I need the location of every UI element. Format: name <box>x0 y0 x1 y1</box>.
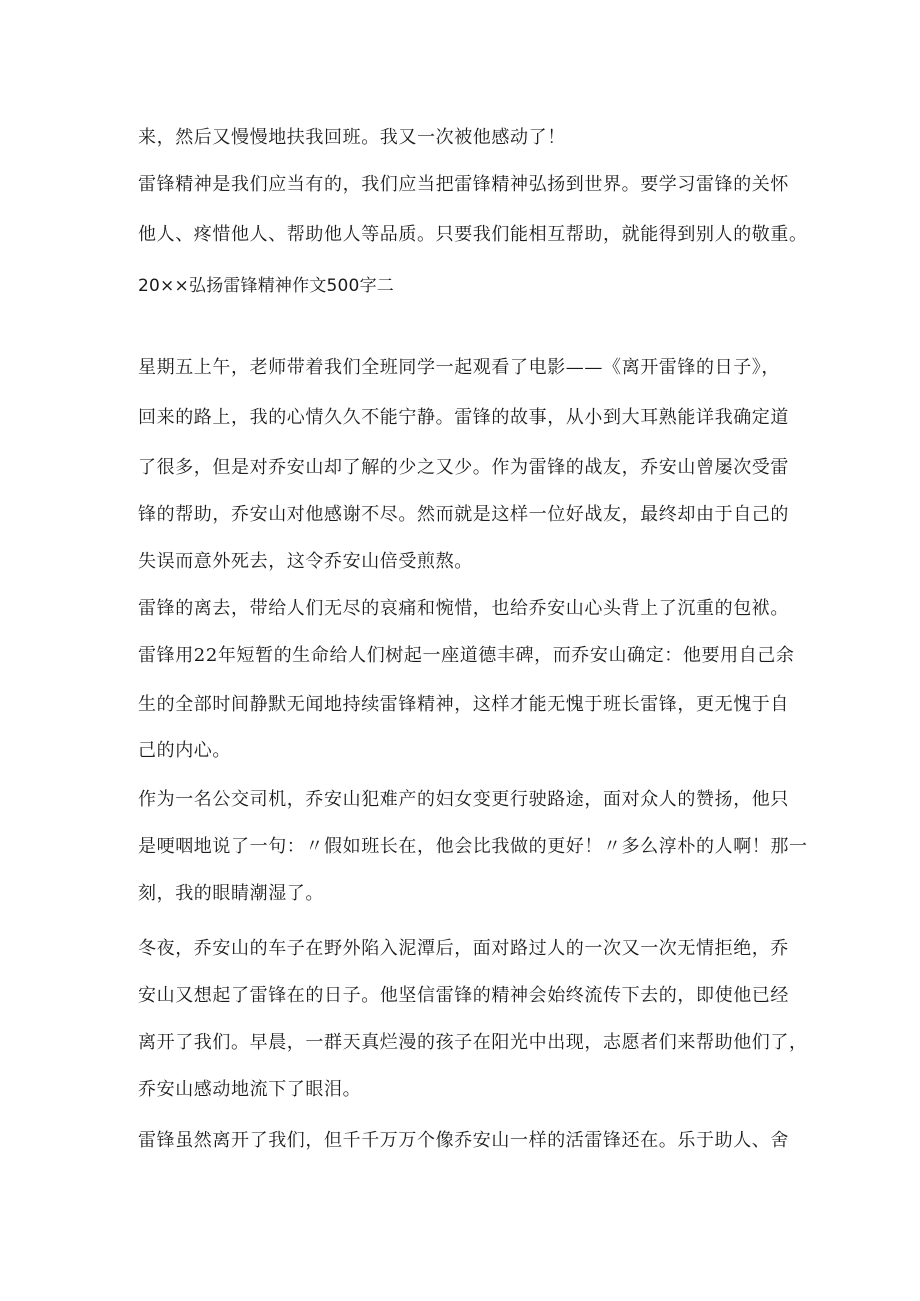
text-line: 锋的帮助，乔安山对他感谢不尽。然而就是这样一位好战友，最终却由于自己的 <box>138 504 789 525</box>
text-line: 失误而意外死去，这令乔安山倍受煎熬。 <box>138 551 473 572</box>
text-line: 是哽咽地说了一句：〃假如班长在，他会比我做的更好！〃多么淳朴的人啊！那一 <box>138 836 808 857</box>
section-heading: 20××弘扬雷锋精神作文500字二 <box>138 276 394 296</box>
text-line: 雷锋精神是我们应当有的，我们应当把雷锋精神弘扬到世界。要学习雷锋的关怀 <box>138 174 789 195</box>
text-line: 回来的路上，我的心情久久不能宁静。雷锋的故事，从小到大耳熟能详我确定道 <box>138 407 789 428</box>
text-line: 乔安山感动地流下了眼泪。 <box>138 1079 362 1100</box>
text-line: 雷锋虽然离开了我们，但千千万万个像乔安山一样的活雷锋还在。乐于助人、舍 <box>138 1130 789 1151</box>
text-line: 作为一名公交司机，乔安山犯难产的妇女变更行驶路途，面对众人的赞扬，他只 <box>138 789 789 810</box>
text-line: 安山又想起了雷锋在的日子。他坚信雷锋的精神会始终流传下去的，即使他已经 <box>138 985 789 1006</box>
text-line: 来，然后又慢慢地扶我回班。我又一次被他感动了！ <box>138 127 566 148</box>
text-line: 己的内心。 <box>138 740 231 761</box>
text-line: 冬夜，乔安山的车子在野外陷入泥潭后，面对路过人的一次又一次无情拒绝，乔 <box>138 938 789 959</box>
text-line: 雷锋的离去，带给人们无尽的哀痛和惋惜，也给乔安山心头背上了沉重的包袱。 <box>138 598 789 619</box>
text-line: 了很多，但是对乔安山却了解的少之又少。作为雷锋的战友，乔安山曾屡次受雷 <box>138 457 789 478</box>
text-line: 生的全部时间静默无闻地持续雷锋精神，这样才能无愧于班长雷锋，更无愧于自 <box>138 694 789 715</box>
text-line: 刻，我的眼睛潮湿了。 <box>138 883 324 904</box>
text-line: 雷锋用22年短暂的生命给人们树起一座道德丰碑，而乔安山确定：他要用自己余 <box>138 645 795 666</box>
text-line: 星期五上午，老师带着我们全班同学一起观看了电影——《离开雷锋的日子》， <box>138 357 780 378</box>
text-line: 离开了我们。早晨，一群天真烂漫的孩子在阳光中出现，志愿者们来帮助他们了， <box>138 1032 808 1053</box>
text-line: 他人、疼惜他人、帮助他人等品质。只要我们能相互帮助，就能得到别人的敬重。 <box>138 224 808 245</box>
